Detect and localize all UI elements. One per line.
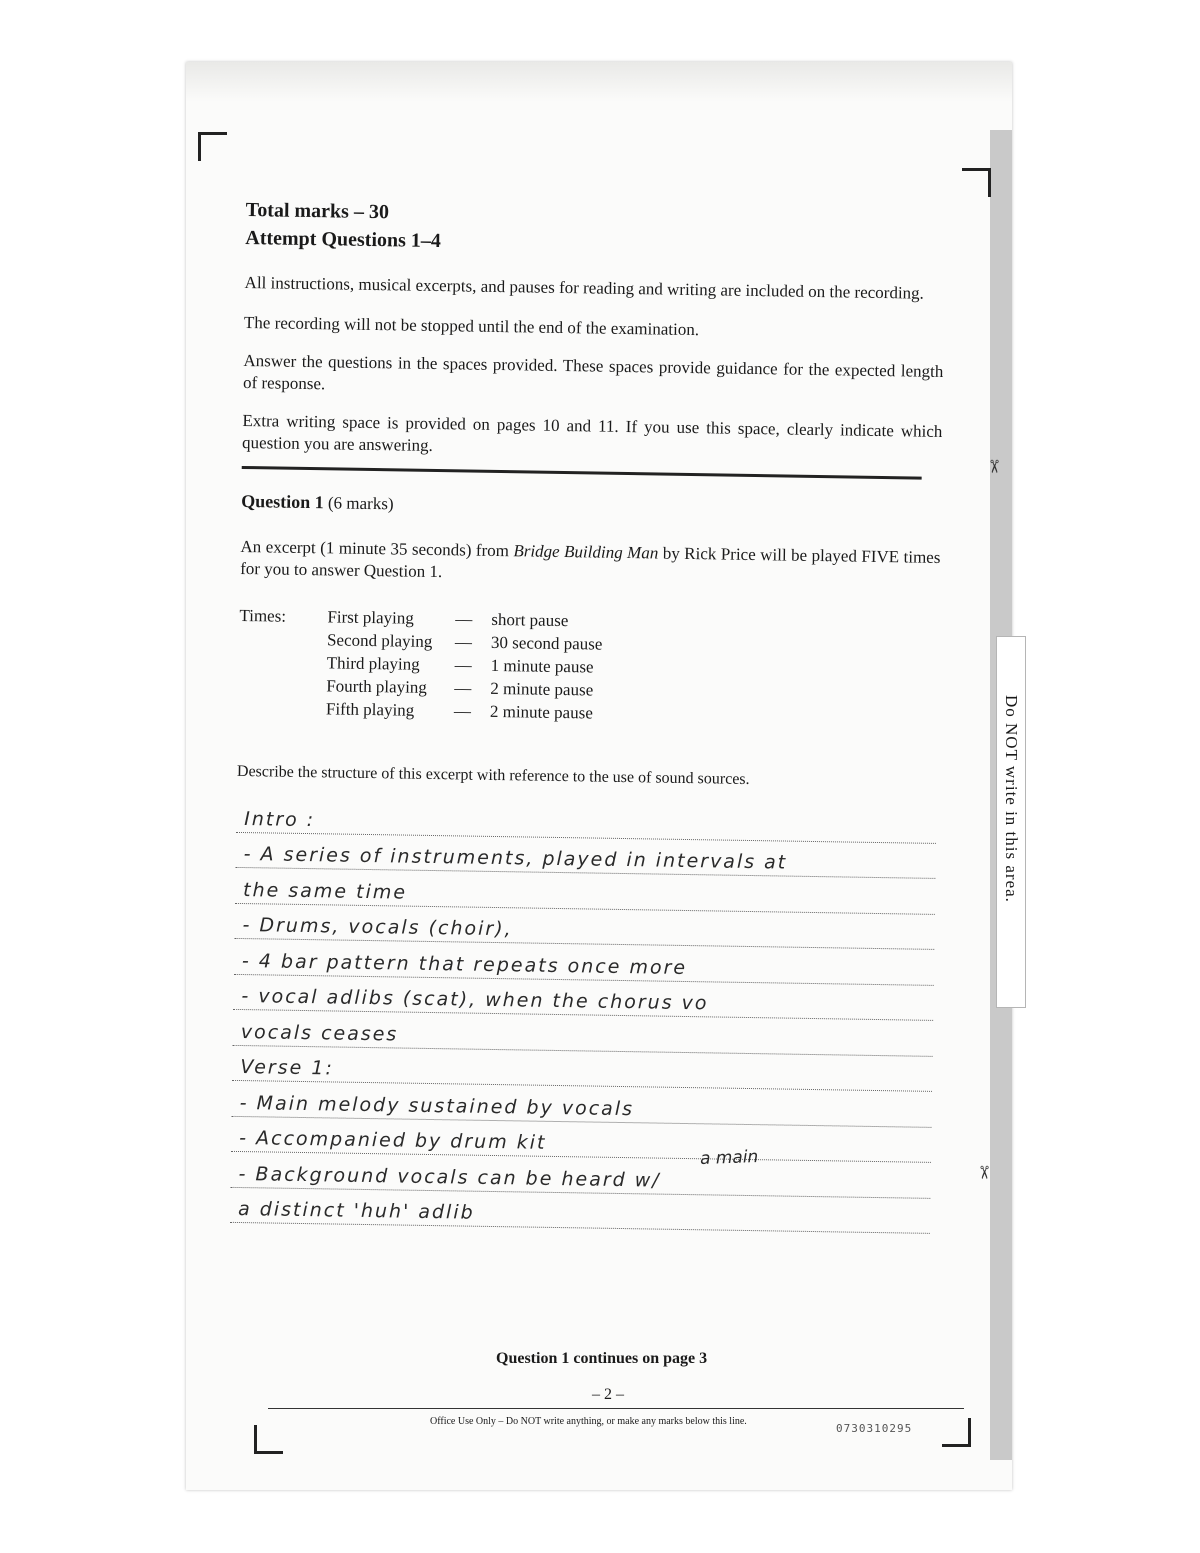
question-intro-part2: by Rick Price will be played FIVE times for you to answer Question 1. [239,543,941,582]
pause-label: 1 minute pause [490,655,594,677]
handwritten-text: Verse 1: [240,1056,334,1080]
handwritten-text: - Background vocals can be heard w/ [238,1162,661,1192]
corner-mark-bottom-right [942,1418,971,1447]
times-list [326,605,603,724]
playing-label: Third playing [326,653,420,674]
handwritten-text: vocals ceases [240,1020,399,1045]
dash: — [454,655,472,675]
page-number: – 2 – [592,1386,624,1403]
instruction: The recording will not be stopped until the end of the examination. [243,312,700,340]
handwritten-text: - 4 bar pattern that repeats once more [241,949,688,979]
pause-label: short pause [491,609,569,631]
handwritten-text: - Accompanied by drum kit [239,1127,547,1154]
handwritten-text: - vocal adlibs (scat), when the chorus vo [241,985,709,1015]
song-title: Bridge Building Man [513,541,659,563]
handwritten-text: Intro : [244,807,316,831]
scissors-icon: ✂ [974,1164,995,1181]
instruction: Extra writing space is provided on pages 10 and 11. If you use this space, clearly indicate which question you are answering. [241,410,943,455]
instruction: All instructions, musical excerpts, and pauses for reading and writing are included on the recording. [244,272,925,303]
handwritten-text: - Drums, vocals (choir), [242,914,513,941]
question-heading [241,491,941,523]
handwritten-text: a distinct 'huh' adlib [237,1198,475,1224]
barcode-number: 0730310295 [836,1422,913,1435]
total-marks: Total marks – 30 [245,198,390,224]
office-use-notice: Office Use Only – Do NOT write anything, or make any marks below this line. [430,1416,747,1427]
playing-label: First playing [327,607,414,628]
handwritten-text: the same time [242,878,408,904]
footer-rule [268,1408,964,1409]
playing-label: Fifth playing [325,699,415,720]
pause-label: 2 minute pause [489,701,593,723]
dash: — [455,609,473,629]
corner-mark-bottom-left [254,1425,283,1454]
playing-label: Fourth playing [326,676,428,697]
dash: — [453,701,472,721]
question-title: Question 1 [241,490,324,513]
handwritten-insertion: a main [699,1146,759,1170]
handwritten-text: - A series of instruments, played in intervals at [243,843,788,874]
page-content [230,196,946,1234]
play-schedule [238,604,940,730]
question-intro-part1: An excerpt (1 minute 35 seconds) from [240,536,514,561]
page-top-shadow [186,62,1012,102]
times-label: Times: [239,605,287,626]
scissors-icon: ✂ [984,458,1005,475]
pause-label: 30 second pause [490,632,603,654]
playing-label: Second playing [326,630,433,651]
attempt-questions: Attempt Questions 1–4 [245,226,442,253]
question-prompt: Describe the structure of this excerpt with reference to the use of sound sources. [236,762,750,788]
dash: — [454,632,473,652]
corner-mark-top-left [198,132,227,161]
pause-label: 2 minute pause [490,678,594,700]
dash: — [454,678,472,698]
question-intro [240,536,941,591]
side-notice-text: Do NOT write in this area. [1002,695,1021,903]
answer-area [230,797,937,1234]
corner-mark-top-right [962,168,991,197]
section-divider [242,466,922,480]
instruction: Answer the questions in the spaces provided. These spaces provide guidance for the expected length of response. [242,350,944,394]
question-marks: (6 marks) [327,493,394,514]
continues-note: Question 1 continues on page 3 [496,1350,708,1367]
schedule-row [326,697,602,724]
handwritten-text: - Main melody sustained by vocals [239,1091,635,1120]
side-notice-box [996,636,1026,1008]
